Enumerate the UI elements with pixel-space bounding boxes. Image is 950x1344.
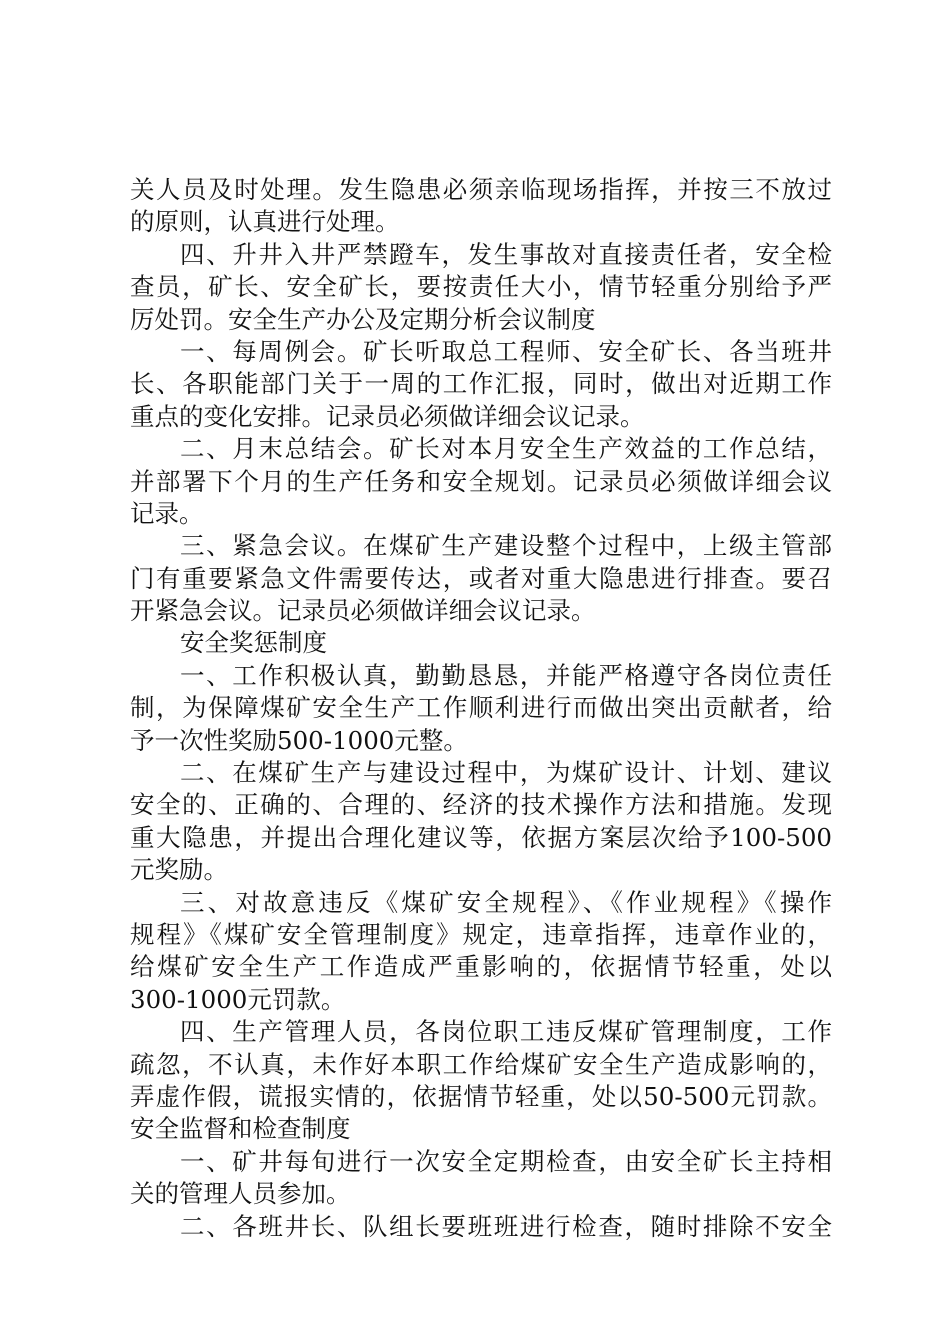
- text-line: 的原则，认真进行处理。: [130, 207, 400, 237]
- text-line: 规程》《煤矿安全管理制度》规定，违章指挥，违章作业的，: [130, 919, 832, 949]
- text-line: 疏忽，不认真，未作好本职工作给煤矿安全生产造成影响的，: [130, 1049, 832, 1079]
- text-line: 四、生产管理人员，各岗位职工违反煤矿管理制度，工作: [180, 1017, 832, 1047]
- text-line: 重点的变化安排。记录员必须做详细会议记录。: [130, 401, 645, 431]
- text-line: 开紧急会议。记录员必须做详细会议记录。: [130, 596, 596, 626]
- text-line: 安全监督和检查制度: [130, 1114, 351, 1144]
- text-line: 300-1000元罚款。: [130, 984, 346, 1014]
- text-line: 三、紧急会议。在煤矿生产建设整个过程中，上级主管部: [180, 531, 832, 561]
- text-line: 一、矿井每旬进行一次安全定期检查，由安全矿长主持相: [180, 1146, 832, 1176]
- text-line: 予一次性奖励500-1000元整。: [130, 725, 468, 755]
- text-line: 二、各班井长、队组长要班班进行检查，随时排除不安全: [180, 1211, 832, 1241]
- text-line: 弄虚作假，谎报实情的，依据情节轻重，处以50-500元罚款。: [130, 1081, 832, 1111]
- text-line: 三、对故意违反《煤矿安全规程》、《作业规程》《操作: [180, 887, 832, 917]
- text-line: 重大隐患，并提出合理化建议等，依据方案层次给予100-500: [130, 822, 832, 852]
- text-line: 一、工作积极认真，勤勤恳恳，并能严格遵守各岗位责任: [180, 660, 832, 690]
- text-line: 门有重要紧急文件需要传达，或者对重大隐患进行排查。要召: [130, 563, 832, 593]
- text-line: 安全奖惩制度: [180, 628, 327, 658]
- text-line: 安全的、正确的、合理的、经济的技术操作方法和措施。发现: [130, 790, 832, 820]
- text-line: 长、各职能部门关于一周的工作汇报，同时，做出对近期工作: [130, 369, 832, 399]
- text-line: 厉处罚。安全生产办公及定期分析会议制度: [130, 304, 596, 334]
- text-line: 二、月末总结会。矿长对本月安全生产效益的工作总结，: [180, 434, 832, 464]
- text-line: 查员，矿长、安全矿长，要按责任大小，情节轻重分别给予严: [130, 272, 832, 302]
- document-body: [130, 174, 832, 1243]
- text-line: 记录。: [130, 498, 204, 528]
- text-line: 元奖励。: [130, 855, 228, 885]
- text-line: 二、在煤矿生产与建设过程中，为煤矿设计、计划、建议: [180, 758, 832, 788]
- text-line: 关的管理人员参加。: [130, 1179, 351, 1209]
- text-line: 四、升井入井严禁蹬车，发生事故对直接责任者，安全检: [180, 239, 832, 269]
- text-line: 给煤矿安全生产工作造成严重影响的，依据情节轻重，处以: [130, 952, 832, 982]
- text-line: 并部署下个月的生产任务和安全规划。记录员必须做详细会议: [130, 466, 832, 496]
- text-line: 关人员及时处理。发生隐患必须亲临现场指挥，并按三不放过: [130, 175, 832, 204]
- text-line: 制，为保障煤矿安全生产工作顺利进行而做出突出贡献者，给: [130, 693, 832, 723]
- text-line: 一、每周例会。矿长听取总工程师、安全矿长、各当班井: [180, 336, 832, 366]
